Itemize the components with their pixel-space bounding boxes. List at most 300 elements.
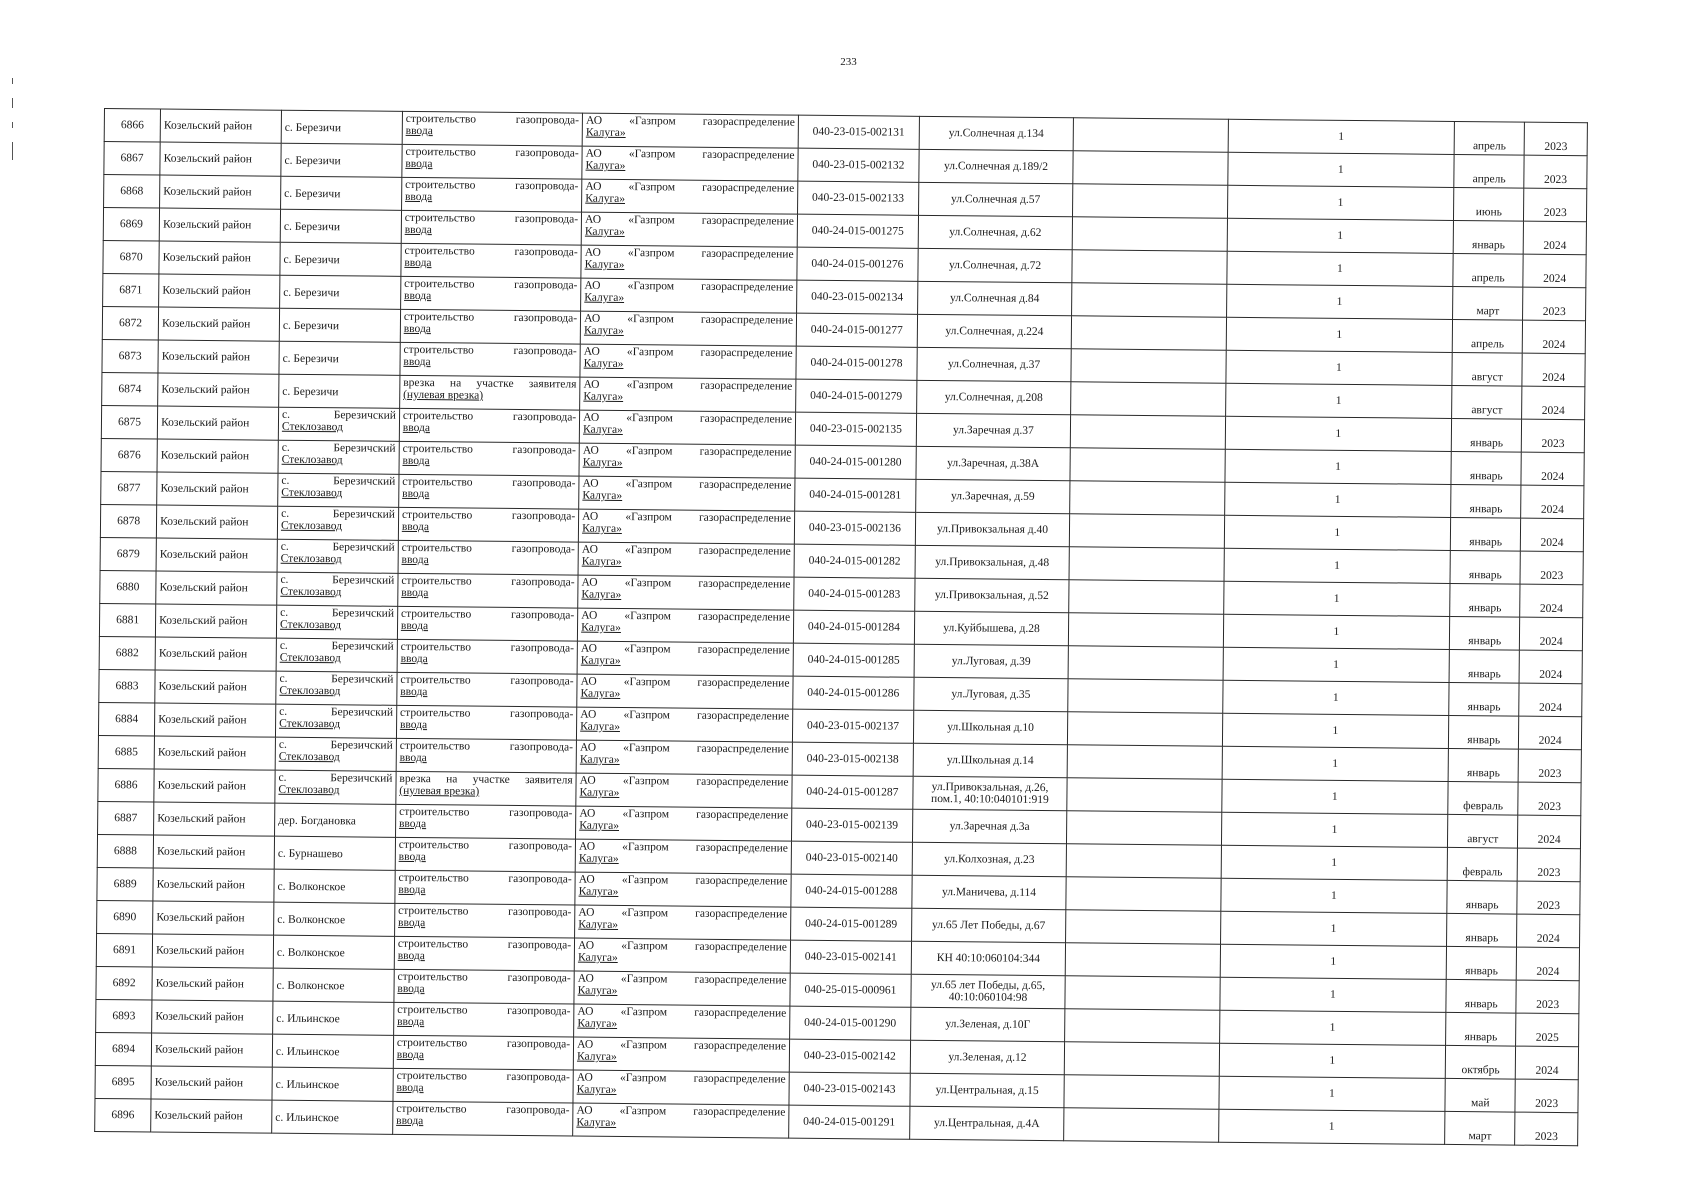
quantity-cell: 1 xyxy=(1226,317,1453,352)
address-cell: ул.65 лет Победы, д.65, 40:10:060104:98 xyxy=(911,974,1066,1008)
work-type-cell xyxy=(399,408,580,443)
organization-cell-line-2: Калуга» xyxy=(582,456,623,469)
organization-cell-line-2: Калуга» xyxy=(576,1083,617,1096)
quantity-cell: 1 xyxy=(1224,482,1451,517)
settlement-cell xyxy=(278,407,399,441)
year-cell: 2024 xyxy=(1523,320,1586,354)
work-type-cell-line-2: ввода xyxy=(398,883,426,897)
work-type-cell-line-2: ввода xyxy=(402,454,430,468)
organization-cell xyxy=(580,344,796,379)
organization-cell xyxy=(581,278,797,313)
month-cell: март xyxy=(1445,1111,1515,1145)
organization-cell xyxy=(582,146,798,181)
year-cell: 2024 xyxy=(1520,617,1583,651)
organization-cell-line-2: Калуга» xyxy=(583,357,624,370)
address-cell: ул.65 Лет Победы, д.67 xyxy=(911,908,1066,942)
work-type-cell-line-2: ввода xyxy=(403,355,431,369)
settlement-cell: с. Березичи xyxy=(279,308,400,342)
settlement-cell xyxy=(278,473,399,507)
organization-cell-line-2: Калуга» xyxy=(584,291,625,305)
month-cell: январь xyxy=(1449,715,1519,749)
application-code-cell: 040-24-015-001286 xyxy=(793,676,914,710)
month-cell: февраль xyxy=(1447,847,1517,881)
application-code-cell: 040-23-015-002143 xyxy=(789,1072,910,1106)
organization-cell-line-2: Калуга» xyxy=(580,654,621,667)
scan-margin-marks xyxy=(12,78,16,198)
quantity-cell: 1 xyxy=(1224,449,1451,484)
row-number: 6868 xyxy=(104,175,160,209)
month-cell: январь xyxy=(1447,880,1517,914)
district-cell: Козельский район xyxy=(154,736,275,770)
work-type-cell-line-1: строительство газопровода- xyxy=(398,838,573,853)
organization-cell xyxy=(575,839,791,874)
address-cell: ул.Луговая, д.39 xyxy=(914,644,1069,678)
organization-cell xyxy=(579,443,795,478)
application-code-cell: 040-24-015-001288 xyxy=(791,874,912,908)
address-cell: ул.Зеленая, д.12 xyxy=(910,1040,1065,1074)
row-number: 6875 xyxy=(101,405,157,439)
row-number: 6881 xyxy=(99,603,155,637)
district-cell: Козельский район xyxy=(158,340,279,374)
organization-cell xyxy=(581,212,797,247)
settlement-cell: с. Волконское xyxy=(274,869,395,903)
district-cell: Козельский район xyxy=(154,802,275,836)
year-cell: 2024 xyxy=(1521,452,1584,486)
empty-cell xyxy=(1072,217,1227,251)
row-number: 6867 xyxy=(104,142,160,176)
row-number: 6872 xyxy=(102,306,158,340)
work-type-cell xyxy=(393,1035,574,1070)
district-cell: Козельский район xyxy=(152,1000,273,1034)
organization-cell-line-1: АО «Газпром газораспределение xyxy=(583,378,793,393)
empty-cell xyxy=(1064,1042,1219,1076)
settlement-cell: с. Березичи xyxy=(280,209,401,243)
work-type-cell xyxy=(396,738,577,773)
organization-cell-line-1: АО «Газпром газораспределение xyxy=(581,609,791,624)
empty-cell xyxy=(1065,943,1220,977)
address-cell: ул.Центральная, д.15 xyxy=(910,1073,1065,1107)
district-cell: Козельский район xyxy=(155,670,276,704)
organization-cell-line-1: АО «Газпром газораспределение xyxy=(585,114,795,129)
empty-cell xyxy=(1067,811,1222,845)
year-cell: 2023 xyxy=(1515,1079,1578,1113)
work-type-cell-line-1: строительство газопровода- xyxy=(405,178,579,193)
work-type-cell xyxy=(394,936,575,971)
application-code-cell: 040-24-015-001289 xyxy=(791,907,912,941)
quantity-cell: 1 xyxy=(1225,416,1452,451)
organization-cell xyxy=(576,740,792,775)
settlement-cell-line-1: с. Березичский xyxy=(278,771,393,785)
quantity-cell: 1 xyxy=(1225,350,1452,385)
organization-cell xyxy=(574,938,790,973)
address-cell: ул.Солнечная, д.224 xyxy=(917,314,1072,348)
organization-cell-line-1: АО «Газпром газораспределение xyxy=(583,411,793,426)
work-type-cell-line-2: ввода xyxy=(404,256,432,270)
district-cell: Козельский район xyxy=(152,934,273,968)
empty-cell xyxy=(1066,877,1221,911)
work-type-cell-line-1: строительство газопровода- xyxy=(405,145,579,160)
organization-cell-line-2: Калуга» xyxy=(580,687,621,700)
organization-cell-line-1: АО «Газпром газораспределение xyxy=(579,807,789,822)
work-type-cell-line-2: ввода xyxy=(397,982,425,996)
work-type-cell-line-1: строительство газопровода- xyxy=(400,673,574,688)
district-cell: Козельский район xyxy=(160,142,281,176)
settlement-cell-line-2: Стеклозавод xyxy=(279,717,341,731)
work-type-cell xyxy=(398,573,579,608)
work-type-cell xyxy=(394,903,575,938)
work-type-cell-line-2: ввода xyxy=(402,421,431,435)
row-number: 6891 xyxy=(96,933,152,967)
district-cell: Козельский район xyxy=(151,1033,272,1067)
address-cell: ул.Солнечная д.84 xyxy=(917,281,1072,315)
year-cell: 2023 xyxy=(1520,551,1583,585)
settlement-cell-line-1: с. Березичский xyxy=(282,408,396,422)
quantity-cell: 1 xyxy=(1218,1109,1445,1144)
work-type-cell-line-1: строительство газопровода- xyxy=(397,1003,571,1018)
address-cell: ул.Солнечная д.57 xyxy=(918,182,1073,216)
empty-cell xyxy=(1068,646,1223,680)
work-type-cell-line-1: строительство газопровода- xyxy=(400,640,574,655)
settlement-cell-line-1: с. Березичский xyxy=(281,474,396,488)
month-cell: январь xyxy=(1450,583,1520,617)
application-code-cell: 040-24-015-001275 xyxy=(797,214,918,248)
work-type-cell-line-1: строительство газопровода- xyxy=(404,244,578,259)
year-cell: 2024 xyxy=(1521,518,1584,552)
organization-cell xyxy=(575,872,791,907)
address-cell: ул.Заречная, д.38А xyxy=(916,446,1071,480)
application-code-cell: 040-23-015-002142 xyxy=(789,1039,910,1073)
organization-cell-line-1: АО «Газпром газораспределение xyxy=(584,279,794,294)
settlement-cell-line-2: Стеклозавод xyxy=(280,519,343,533)
row-number: 6887 xyxy=(98,801,154,835)
settlement-cell-line-2: Стеклозавод xyxy=(280,585,342,599)
work-type-cell xyxy=(401,177,582,212)
work-type-cell-line-2: ввода xyxy=(398,916,426,930)
organization-cell-line-2: Калуга» xyxy=(579,819,620,832)
organization-cell xyxy=(573,1037,789,1072)
work-type-cell-line-1: врезка на участке заявителя xyxy=(399,772,573,787)
empty-cell xyxy=(1070,415,1225,449)
row-number: 6893 xyxy=(96,999,152,1033)
district-cell: Козельский район xyxy=(151,1066,272,1100)
organization-cell-line-2: Калуга» xyxy=(581,555,622,568)
organization-cell-line-1: АО «Газпром газораспределение xyxy=(582,510,792,525)
work-type-cell-line-1: строительство газопровода- xyxy=(399,739,574,754)
work-type-cell xyxy=(400,309,581,344)
organization-cell-line-2: Калуга» xyxy=(577,951,618,964)
work-type-cell-line-1: строительство газопровода- xyxy=(402,409,577,424)
year-cell: 2023 xyxy=(1522,419,1585,453)
work-type-cell-line-2: ввода xyxy=(396,1114,424,1128)
month-cell: январь xyxy=(1451,484,1521,518)
district-cell: Козельский район xyxy=(156,505,277,539)
organization-cell xyxy=(581,245,797,280)
month-cell: январь xyxy=(1449,649,1519,683)
quantity-cell: 1 xyxy=(1223,581,1450,616)
work-type-cell-line-1: строительство газопровода- xyxy=(400,607,575,622)
year-cell: 2023 xyxy=(1517,881,1580,915)
year-cell: 2024 xyxy=(1522,353,1585,387)
settlement-cell: с. Березичи xyxy=(281,110,402,144)
work-type-cell-line-1: строительство газопровода- xyxy=(402,442,576,457)
work-type-cell xyxy=(396,771,577,806)
work-type-cell xyxy=(397,606,578,641)
district-cell: Козельский район xyxy=(158,373,279,407)
settlement-cell xyxy=(277,539,398,573)
row-number: 6869 xyxy=(103,208,159,242)
month-cell: январь xyxy=(1448,748,1518,782)
year-cell: 2024 xyxy=(1517,914,1580,948)
settlement-cell xyxy=(275,704,396,738)
settlement-cell: с. Березичи xyxy=(279,374,400,408)
empty-cell xyxy=(1073,184,1228,218)
application-code-cell: 040-24-015-001291 xyxy=(789,1105,910,1139)
application-code-cell: 040-23-015-002133 xyxy=(797,181,918,215)
empty-cell xyxy=(1067,778,1222,812)
address-cell: ул.Заречная д.37 xyxy=(916,413,1071,447)
settlement-cell: дер. Богдановка xyxy=(275,803,396,837)
month-cell: январь xyxy=(1450,616,1520,650)
quantity-cell: 1 xyxy=(1226,284,1453,319)
organization-cell-line-1: АО «Газпром газораспределение xyxy=(580,708,790,723)
page-number: 233 xyxy=(840,56,857,68)
application-code-cell: 040-23-015-002136 xyxy=(794,511,915,545)
address-cell: ул.Привокзальная д.40 xyxy=(915,512,1070,546)
application-code-cell: 040-23-015-002134 xyxy=(797,280,918,314)
work-type-cell-line-2: ввода xyxy=(396,1048,425,1062)
month-cell: январь xyxy=(1451,517,1521,551)
address-cell: ул.Привокзальная, д.26, пом.1, 40:10:040101:919 xyxy=(913,776,1068,810)
work-type-cell xyxy=(400,375,581,410)
row-number: 6889 xyxy=(97,867,153,901)
empty-cell xyxy=(1071,382,1226,416)
settlement-cell xyxy=(277,572,398,606)
district-cell: Козельский район xyxy=(156,538,277,572)
row-number: 6871 xyxy=(103,273,159,307)
application-code-cell: 040-24-015-001282 xyxy=(794,544,915,578)
settlement-cell: с. Ильинское xyxy=(272,1067,393,1101)
organization-cell xyxy=(577,674,793,709)
work-type-cell xyxy=(397,639,578,674)
quantity-cell: 1 xyxy=(1221,779,1448,814)
work-type-cell xyxy=(397,672,578,707)
organization-cell-line-2: Калуга» xyxy=(576,1050,617,1063)
work-type-cell-line-2: ввода xyxy=(400,619,429,633)
work-type-cell-line-2: ввода xyxy=(404,289,432,303)
work-type-cell xyxy=(395,870,576,905)
organization-cell xyxy=(579,410,795,445)
work-type-cell xyxy=(402,111,583,146)
year-cell: 2023 xyxy=(1516,980,1579,1014)
quantity-cell: 1 xyxy=(1221,845,1448,880)
work-type-cell xyxy=(400,342,581,377)
settlement-cell-line-1: с. Березичский xyxy=(280,573,395,587)
row-number: 6882 xyxy=(99,636,155,670)
empty-cell xyxy=(1065,976,1220,1010)
work-type-cell-line-2: (нулевая врезка) xyxy=(403,388,484,402)
work-type-cell-line-2: (нулевая врезка) xyxy=(399,784,480,798)
settlement-cell xyxy=(277,506,398,540)
work-type-cell xyxy=(398,540,579,575)
organization-cell-line-1: АО «Газпром газораспределение xyxy=(578,873,788,888)
organization-cell-line-1: АО «Газпром газораспределение xyxy=(578,906,788,921)
organization-cell-line-2: Калуга» xyxy=(579,786,620,799)
address-cell: КН 40:10:060104:344 xyxy=(911,941,1066,975)
address-cell: ул.Маничева, д.114 xyxy=(912,875,1067,909)
work-type-cell-line-1: строительство газопровода- xyxy=(402,475,576,490)
month-cell: апрель xyxy=(1453,253,1523,287)
work-type-cell-line-1: строительство газопровода- xyxy=(396,1069,570,1084)
district-cell: Козельский район xyxy=(153,868,274,902)
work-type-cell-line-2: ввода xyxy=(397,1015,425,1029)
organization-cell-line-1: АО «Газпром газораспределение xyxy=(584,246,794,261)
application-code-cell: 040-23-015-002141 xyxy=(790,940,911,974)
row-number: 6886 xyxy=(98,768,154,802)
empty-cell xyxy=(1070,514,1225,548)
work-type-cell-line-1: строительство газопровода- xyxy=(399,805,573,820)
work-type-cell-line-1: строительство газопровода- xyxy=(398,904,572,919)
work-type-cell-line-2: ввода xyxy=(404,223,432,237)
year-cell: 2023 xyxy=(1523,287,1586,321)
application-code-cell: 040-24-015-001283 xyxy=(794,577,915,611)
quantity-cell: 1 xyxy=(1219,977,1446,1012)
month-cell: январь xyxy=(1446,979,1516,1013)
district-cell: Козельский район xyxy=(154,769,275,803)
row-number: 6885 xyxy=(98,735,154,769)
application-code-cell: 040-24-015-001287 xyxy=(792,775,913,809)
row-number: 6877 xyxy=(101,471,157,505)
empty-cell xyxy=(1065,1009,1220,1043)
application-code-cell: 040-24-015-001278 xyxy=(796,346,917,380)
quantity-cell: 1 xyxy=(1224,515,1451,550)
work-type-cell-line-2: ввода xyxy=(405,157,433,171)
month-cell: август xyxy=(1448,814,1518,848)
work-type-cell xyxy=(395,804,576,839)
settlement-cell xyxy=(276,605,397,639)
quantity-cell: 1 xyxy=(1227,185,1454,220)
organization-cell xyxy=(578,608,794,643)
organization-cell-line-1: АО «Газпром газораспределение xyxy=(579,741,789,756)
settlement-cell xyxy=(275,770,396,804)
settlement-cell-line-2: Стеклозавод xyxy=(278,750,340,764)
organization-cell xyxy=(574,1004,790,1039)
settlement-cell-line-1: с. Березичский xyxy=(280,606,395,620)
organization-cell-line-1: АО «Газпром газораспределение xyxy=(580,642,790,657)
month-cell: апрель xyxy=(1454,154,1524,188)
work-type-cell-line-1: строительство газопровода- xyxy=(397,970,571,985)
application-code-cell: 040-24-015-001285 xyxy=(793,643,914,677)
year-cell: 2025 xyxy=(1516,1013,1579,1047)
organization-cell xyxy=(574,971,790,1006)
district-cell: Козельский район xyxy=(160,109,281,143)
organization-cell-line-2: Калуга» xyxy=(581,588,622,601)
organization-cell-line-2: Калуга» xyxy=(582,423,623,436)
address-cell: ул.Школьная д.14 xyxy=(913,743,1068,777)
empty-cell xyxy=(1066,910,1221,944)
organization-cell-line-1: АО «Газпром газораспределение xyxy=(576,1104,786,1119)
year-cell: 2024 xyxy=(1517,947,1580,981)
organization-cell-line-2: Калуга» xyxy=(578,852,619,865)
settlement-cell xyxy=(276,671,397,705)
organization-cell xyxy=(573,1070,789,1105)
organization-cell-line-2: Калуга» xyxy=(577,984,618,997)
empty-cell xyxy=(1064,1108,1219,1142)
settlement-cell: с. Волконское xyxy=(274,902,395,936)
work-type-cell-line-1: строительство газопровода- xyxy=(403,310,578,325)
address-cell: ул.Привокзальная, д.48 xyxy=(915,545,1070,579)
work-type-cell-line-1: строительство газопровода- xyxy=(401,574,575,589)
settlement-cell xyxy=(276,638,397,672)
row-number: 6884 xyxy=(98,702,154,736)
empty-cell xyxy=(1071,349,1226,383)
quantity-cell: 1 xyxy=(1221,812,1448,847)
empty-cell xyxy=(1068,679,1223,713)
district-cell: Козельский район xyxy=(157,406,278,440)
organization-cell-line-1: АО «Газпром газораспределение xyxy=(584,312,794,327)
work-type-cell-line-1: строительство газопровода- xyxy=(398,871,572,886)
work-type-cell-line-2: ввода xyxy=(400,685,428,699)
settlement-cell-line-2: Стеклозавод xyxy=(281,453,343,467)
district-cell: Козельский район xyxy=(155,703,276,737)
month-cell: январь xyxy=(1451,451,1521,485)
quantity-cell: 1 xyxy=(1220,911,1447,946)
quantity-cell: 1 xyxy=(1224,548,1451,583)
organization-cell-line-2: Калуга» xyxy=(584,258,625,272)
settlement-cell-line-1: с. Березичский xyxy=(278,738,393,752)
organization-cell xyxy=(576,806,792,841)
organization-cell-line-1: АО «Газпром газораспределение xyxy=(577,972,787,987)
organization-cell xyxy=(578,509,794,544)
year-cell: 2023 xyxy=(1518,749,1581,783)
organization-cell-line-2: Калуга» xyxy=(578,918,619,931)
district-cell: Козельский район xyxy=(158,307,279,341)
work-type-cell-line-2: ввода xyxy=(398,850,426,864)
address-cell: ул.Зеленая, д.10Г xyxy=(910,1007,1065,1041)
row-number: 6890 xyxy=(97,900,153,934)
application-code-cell: 040-24-015-001281 xyxy=(795,478,916,512)
district-cell: Козельский район xyxy=(156,604,277,638)
row-number: 6876 xyxy=(101,438,157,472)
year-cell: 2023 xyxy=(1517,848,1580,882)
row-number: 6892 xyxy=(96,966,152,1000)
quantity-cell: 1 xyxy=(1222,746,1449,781)
work-type-cell-line-2: ввода xyxy=(404,190,433,204)
application-code-cell: 040-23-015-002132 xyxy=(798,148,919,182)
organization-cell-line-1: АО «Газпром газораспределение xyxy=(580,675,790,690)
work-type-cell-line-1: строительство газопровода- xyxy=(404,277,578,292)
settlement-cell: с. Березичи xyxy=(281,176,402,210)
settlement-cell: с. Ильинское xyxy=(272,1034,393,1068)
work-type-cell xyxy=(401,243,582,278)
work-type-cell-line-2: ввода xyxy=(405,124,433,138)
organization-cell-line-1: АО «Газпром газораспределение xyxy=(585,147,795,162)
organization-cell xyxy=(582,179,798,214)
year-cell: 2023 xyxy=(1524,155,1587,189)
organization-cell-line-1: АО «Газпром газораспределение xyxy=(577,1005,787,1020)
organization-cell-line-2: Калуга» xyxy=(585,126,626,140)
row-number: 6895 xyxy=(95,1065,151,1099)
organization-cell-line-1: АО «Газпром газораспределение xyxy=(578,840,788,855)
quantity-cell: 1 xyxy=(1219,1043,1446,1078)
district-cell: Козельский район xyxy=(156,571,277,605)
work-type-cell-line-2: ввода xyxy=(403,322,431,336)
year-cell: 2024 xyxy=(1518,815,1581,849)
work-type-cell xyxy=(401,210,582,245)
organization-cell-line-1: АО «Газпром газораспределение xyxy=(583,345,793,360)
month-cell: январь xyxy=(1451,418,1521,452)
work-type-cell-line-1: строительство газопровода- xyxy=(397,937,572,952)
application-code-cell: 040-24-015-001279 xyxy=(796,379,917,413)
